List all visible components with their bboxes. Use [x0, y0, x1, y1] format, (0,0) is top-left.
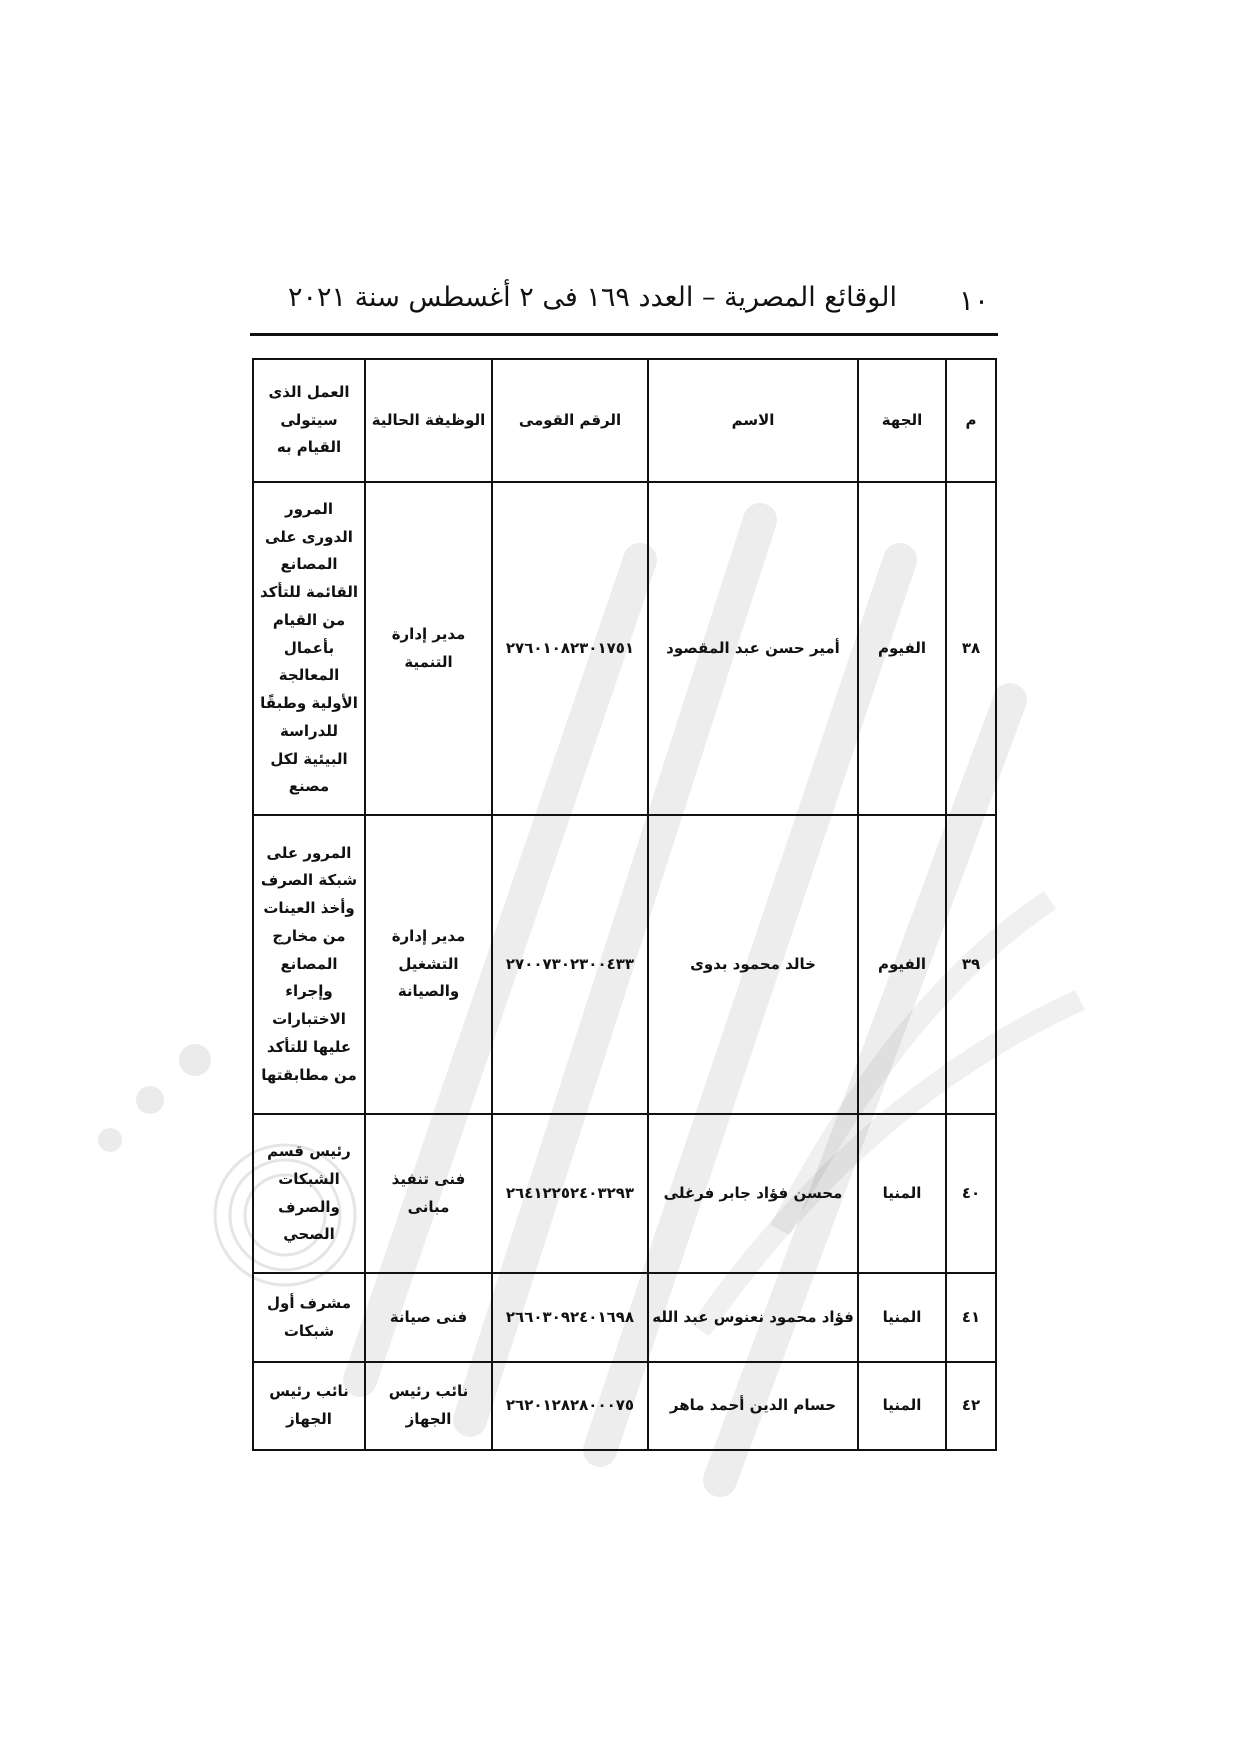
personnel-table: [252, 358, 997, 1451]
row-assigned-work: رئيس قسم الشبكات والصرف الصحي: [253, 1114, 365, 1273]
row-current-job: مدير إدارة التشغيل والصيانة: [365, 815, 492, 1114]
column-header-national-id: الرقم القومى: [492, 359, 648, 482]
table-row: [253, 815, 996, 1114]
row-national-id: ٢٦٢٠١٢٨٢٨٠٠٠٧٥: [492, 1362, 648, 1450]
column-header-index: م: [946, 359, 996, 482]
column-header-current-job: الوظيفة الحالية: [365, 359, 492, 482]
row-national-id: ٢٧٠٠٧٣٠٢٣٠٠٤٣٣: [492, 815, 648, 1114]
row-current-job: نائب رئيس الجهاز: [365, 1362, 492, 1450]
row-national-id: ٢٦٤١٢٢٥٢٤٠٣٢٩٣: [492, 1114, 648, 1273]
row-index: ٤٢: [946, 1362, 996, 1450]
row-entity: الفيوم: [858, 815, 946, 1114]
column-header-entity: الجهة: [858, 359, 946, 482]
row-entity: المنيا: [858, 1273, 946, 1362]
row-national-id: ٢٦٦٠٣٠٩٢٤٠١٦٩٨: [492, 1273, 648, 1362]
page-number: ١٠: [958, 284, 989, 317]
table-row: [253, 1114, 996, 1273]
column-header-assigned-work: العمل الذى سيتولى القيام به: [253, 359, 365, 482]
running-header: [252, 278, 997, 328]
row-index: ٤٠: [946, 1114, 996, 1273]
running-title: الوقائع المصرية – العدد ١٦٩ فى ٢ أغسطس سنة ٢٠٢١: [287, 282, 897, 313]
row-name: أمير حسن عبد المقصود: [648, 482, 858, 815]
row-name: خالد محمود بدوى: [648, 815, 858, 1114]
row-entity: الفيوم: [858, 482, 946, 815]
row-assigned-work: المرور على شبكة الصرف وأخذ العينات من مخارج المصانع وإجراء الاختبارات عليها للتأكد من مطابقتها: [253, 815, 365, 1114]
row-name: فؤاد محمود نعنوس عبد الله: [648, 1273, 858, 1362]
row-index: ٣٩: [946, 815, 996, 1114]
table-row: [253, 1273, 996, 1362]
row-assigned-work: نائب رئيس الجهاز: [253, 1362, 365, 1450]
row-entity: المنيا: [858, 1362, 946, 1450]
row-assigned-work: مشرف أول شبكات: [253, 1273, 365, 1362]
row-assigned-work: المرور الدورى على المصانع القائمة للتأكد من القيام بأعمال المعالجة الأولية وطبقًا للدراسة البيئية لكل مصنع: [253, 482, 365, 815]
row-index: ٣٨: [946, 482, 996, 815]
row-index: ٤١: [946, 1273, 996, 1362]
column-header-name: الاسم: [648, 359, 858, 482]
row-national-id: ٢٧٦٠١٠٨٢٣٠١٧٥١: [492, 482, 648, 815]
table-row: [253, 482, 996, 815]
header-rule: [250, 333, 998, 336]
table-row: [253, 1362, 996, 1450]
table-header-row: [253, 359, 996, 482]
row-name: حسام الدين أحمد ماهر: [648, 1362, 858, 1450]
row-name: محسن فؤاد جابر فرغلى: [648, 1114, 858, 1273]
row-current-job: مدير إدارة التنمية: [365, 482, 492, 815]
row-entity: المنيا: [858, 1114, 946, 1273]
row-current-job: فنى صيانة: [365, 1273, 492, 1362]
row-current-job: فنى تنفيذ مبانى: [365, 1114, 492, 1273]
